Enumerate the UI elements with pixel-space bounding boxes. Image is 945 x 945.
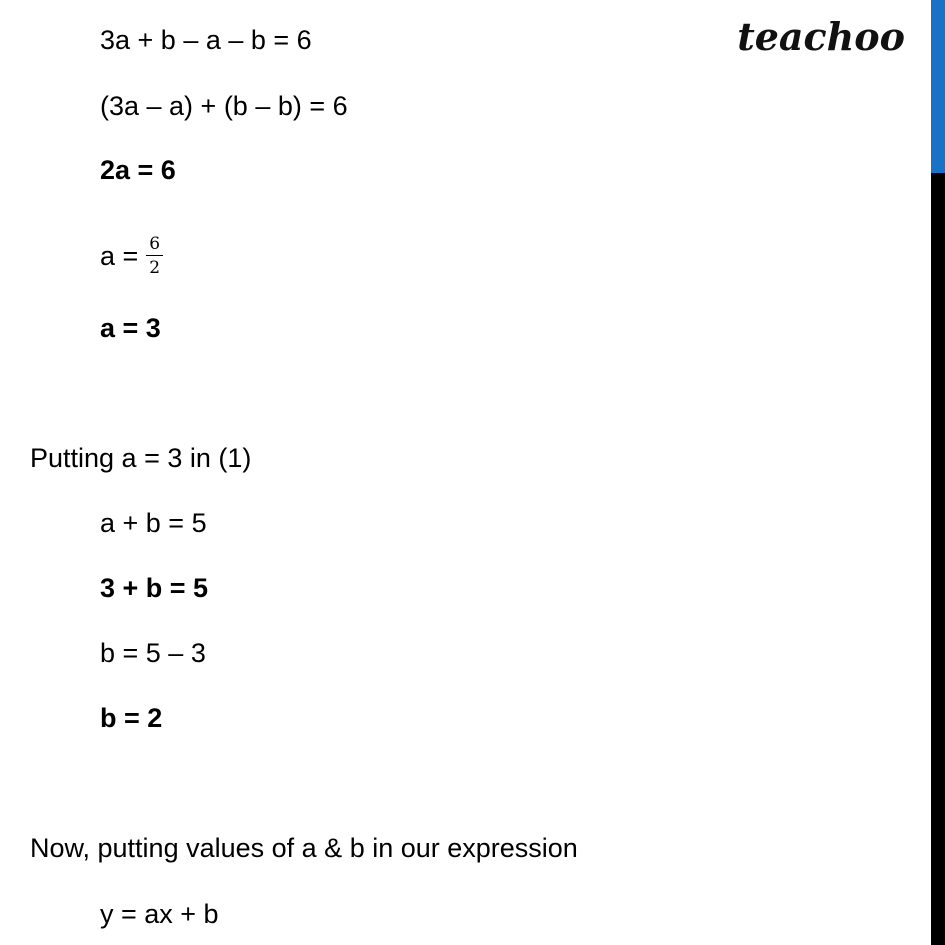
equation-sub-1: a + b = 5 <box>100 508 207 538</box>
fraction <box>146 234 163 278</box>
equation-sub-2: 3 + b = 5 <box>100 573 209 603</box>
scroll-sidebar[interactable] <box>931 0 945 945</box>
equation-sub-3: b = 5 – 3 <box>100 638 206 668</box>
equation-sub-4: b = 2 <box>100 703 163 733</box>
putting-a-heading: Putting a = 3 in (1) <box>30 443 252 473</box>
teachoo-logo: teachoo <box>737 14 905 59</box>
fraction-prefix: a = <box>100 240 139 271</box>
now-putting-heading: Now, putting values of a & b in our expression <box>30 833 578 863</box>
equation-step-3: 2a = 6 <box>100 155 176 185</box>
equation-step-5: a = 3 <box>100 313 161 343</box>
expression-line: y = ax + b <box>100 899 219 929</box>
equation-step-4 <box>100 226 163 286</box>
fraction-numerator: 6 <box>146 234 163 256</box>
equation-step-2: (3a – a) + (b – b) = 6 <box>100 91 348 121</box>
scroll-thumb[interactable] <box>931 0 945 173</box>
fraction-denominator: 2 <box>149 258 161 278</box>
equation-step-1: 3a + b – a – b = 6 <box>100 25 312 55</box>
